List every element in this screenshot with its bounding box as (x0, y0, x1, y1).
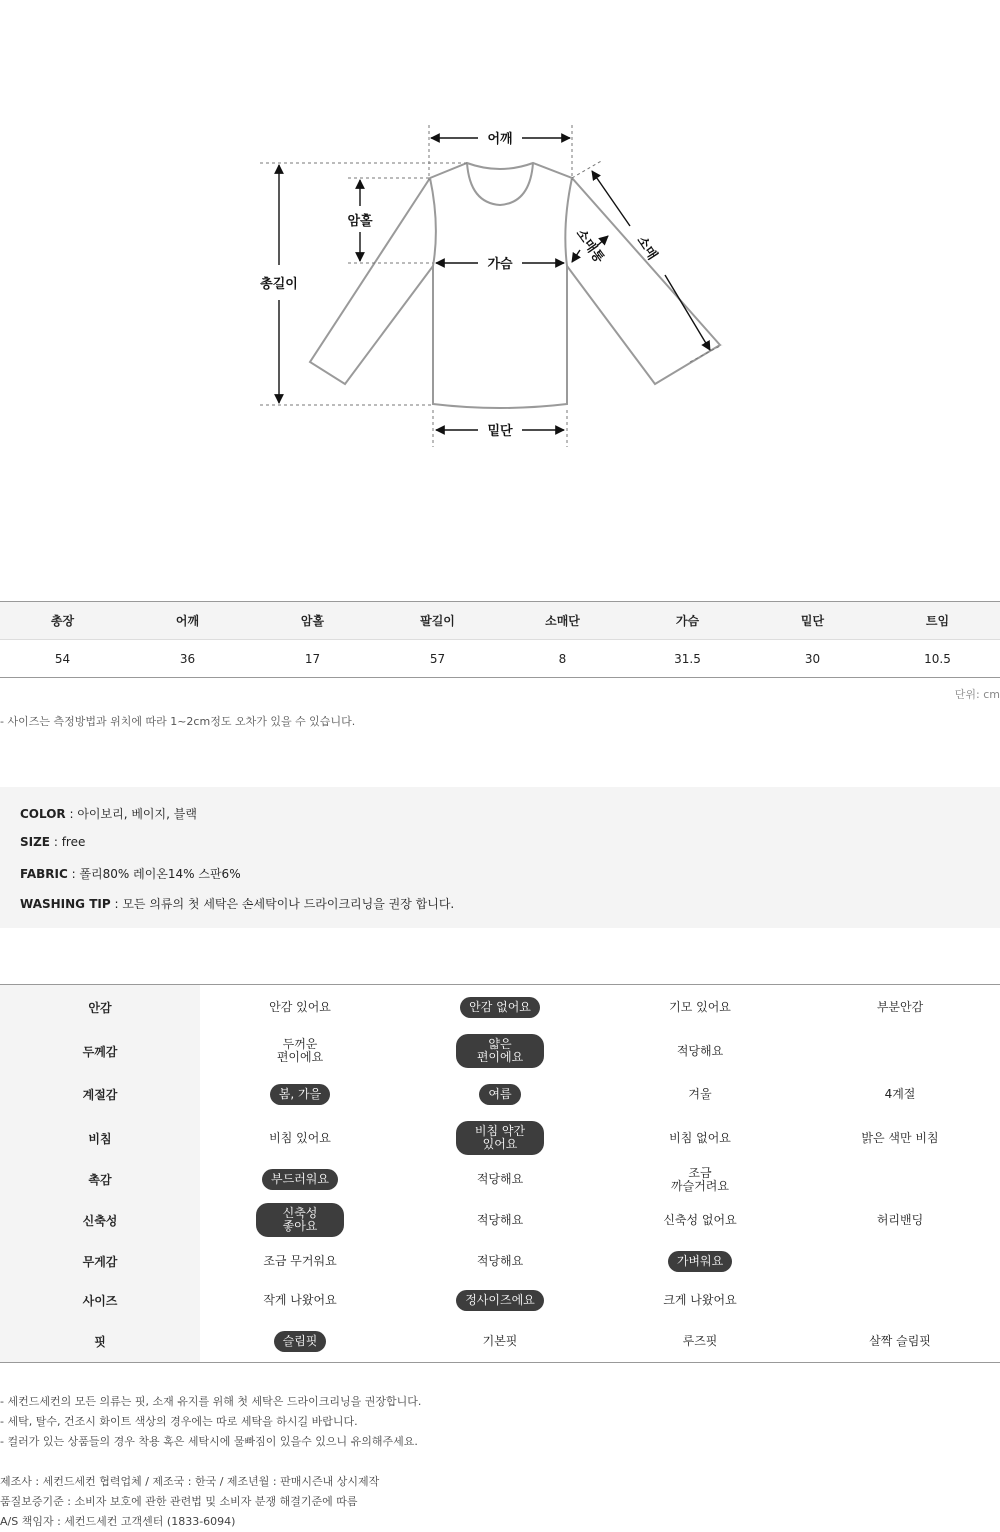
attribute-option-cell (400, 1029, 600, 1073)
attribute-label: 안감 (88, 1000, 112, 1015)
attribute-option-cell (200, 1281, 400, 1320)
attribute-option-cell (800, 1116, 1000, 1160)
attribute-label: 무게감 (82, 1254, 118, 1269)
attribute-option: 적당해요 (476, 1172, 524, 1186)
attribute-table (0, 984, 1000, 1363)
header-armhole: 암홀 (300, 614, 325, 628)
attribute-option: 두꺼운 편이에요 (276, 1037, 324, 1064)
attribute-option-cell (200, 985, 400, 1029)
manufacturer-info (0, 1472, 379, 1532)
value-total-length: 54 (54, 651, 71, 666)
info-fabric: FABRIC : 폴리80% 레이온14% 스판6% (20, 867, 241, 881)
attribute-option-cell (600, 1320, 800, 1362)
attribute-option-cell (600, 1160, 800, 1199)
care-note: - 세컨드세컨의 모든 의류는 핏, 소재 유지를 위해 첫 세탁은 드라이크리닝을 권장합니다. (0, 1395, 422, 1408)
attribute-option-cell (800, 1073, 1000, 1116)
attribute-option-cell (200, 1073, 400, 1116)
sweater-outline (310, 163, 720, 408)
attribute-option-selected: 정사이즈에요 (456, 1290, 544, 1311)
attribute-option-cell (800, 985, 1000, 1029)
attribute-option-cell (800, 1199, 1000, 1241)
attribute-option-cell (400, 1116, 600, 1160)
attribute-label: 계절감 (82, 1088, 118, 1102)
attribute-option-cell (600, 1116, 800, 1160)
attribute-option-selected: 가벼워요 (668, 1251, 732, 1272)
attribute-option-selected: 부드러워요 (262, 1169, 338, 1190)
attribute-option-cell (600, 1281, 800, 1320)
attribute-row (0, 1073, 1000, 1116)
attribute-option-cell (200, 1116, 400, 1160)
attribute-option: 크게 나왔어요 (663, 1293, 737, 1307)
attribute-option: 비침 있어요 (269, 1130, 331, 1145)
garment-measurement-diagram (0, 0, 1000, 560)
attribute-option-cell (400, 1160, 600, 1199)
header-chest: 가슴 (675, 614, 700, 628)
attribute-option-selected: 여름 (479, 1084, 520, 1105)
attribute-option-cell (600, 985, 800, 1029)
label-hem: 밑단 (487, 424, 513, 439)
attribute-option-cell (200, 1320, 400, 1362)
attribute-option-cell (400, 1073, 600, 1116)
attribute-option-cell (800, 1160, 1000, 1199)
attribute-label: 비침 (88, 1131, 112, 1146)
attribute-option: 기본핏 (482, 1333, 518, 1348)
header-shoulder: 어깨 (175, 614, 200, 628)
attribute-option: 4계절 (884, 1087, 916, 1101)
label-armhole: 암홀 (347, 214, 373, 229)
attribute-option-cell (400, 1241, 600, 1281)
header-slit: 트임 (925, 614, 950, 628)
attribute-option-cell (800, 1241, 1000, 1281)
attribute-option: 비침 없어요 (669, 1130, 731, 1145)
label-sleeve-opening: 소매통 (572, 226, 607, 267)
attribute-label: 핏 (94, 1334, 106, 1349)
value-shoulder: 36 (179, 651, 196, 666)
label-shoulder: 어깨 (487, 132, 513, 147)
size-note: - 사이즈는 측정방법과 위치에 따라 1~2cm정도 오차가 있을 수 있습니다. (0, 715, 356, 728)
attribute-option-cell (600, 1241, 800, 1281)
label-sleeve: 소매 (633, 233, 660, 263)
attribute-label: 신축성 (82, 1213, 118, 1228)
attribute-row (0, 1116, 1000, 1160)
attribute-option-cell (200, 1199, 400, 1241)
as-line: A/S 책임자 : 세컨드세컨 고객센터 (1833-6094) (0, 1515, 236, 1528)
care-notes (0, 1392, 421, 1452)
attribute-option: 밝은 색만 비침 (861, 1130, 939, 1145)
attribute-option-selected: 신축성 좋아요 (256, 1203, 344, 1237)
size-table-header (0, 602, 1000, 639)
label-total-length: 총길이 (260, 277, 298, 292)
attribute-row (0, 985, 1000, 1029)
attribute-option-cell (200, 1160, 400, 1199)
attribute-row (0, 1320, 1000, 1362)
attribute-option: 살짝 슬림핏 (869, 1333, 931, 1348)
attribute-option-selected: 안감 없어요 (460, 997, 540, 1018)
attribute-option: 신축성 없어요 (663, 1212, 737, 1227)
attribute-option-cell (200, 1241, 400, 1281)
info-washing-tip: WASHING TIP : 모든 의류의 첫 세탁은 손세탁이나 드라이크리닝을 권장 합니다. (20, 897, 455, 911)
attribute-option-cell (400, 1281, 600, 1320)
attribute-option-cell (800, 1320, 1000, 1362)
attribute-option-cell (600, 1029, 800, 1073)
attribute-row (0, 1281, 1000, 1320)
value-sleeve-end: 8 (558, 651, 567, 666)
info-size: SIZE : free (20, 835, 86, 849)
size-table (0, 601, 1000, 678)
attribute-label: 사이즈 (82, 1294, 118, 1308)
attribute-option: 적당해요 (676, 1043, 724, 1058)
attribute-option: 적당해요 (476, 1253, 524, 1268)
attribute-option-cell (800, 1029, 1000, 1073)
attribute-option: 작게 나왔어요 (263, 1293, 337, 1307)
attribute-label: 촉감 (88, 1173, 112, 1187)
attribute-option: 부분안감 (876, 999, 924, 1014)
value-arm-length: 57 (429, 651, 446, 666)
attribute-option-cell (200, 1029, 400, 1073)
attribute-option: 조금 까슬거려요 (671, 1165, 729, 1193)
attribute-option-cell (800, 1281, 1000, 1320)
info-color: COLOR : 아이보리, 베이지, 블랙 (20, 807, 197, 821)
size-table-row (0, 639, 1000, 677)
attribute-option-cell (400, 1199, 600, 1241)
attribute-option: 기모 있어요 (669, 999, 731, 1014)
unit-label: 단위: cm (954, 688, 1000, 701)
attribute-row (0, 1241, 1000, 1281)
attribute-option: 안감 있어요 (269, 999, 331, 1014)
value-armhole: 17 (304, 651, 321, 666)
attribute-label: 두께감 (82, 1044, 118, 1059)
attribute-row (0, 1199, 1000, 1241)
attribute-option-selected: 얇은 편이에요 (456, 1034, 544, 1068)
label-chest: 가슴 (487, 257, 513, 272)
attribute-option-selected: 슬림핏 (274, 1331, 327, 1352)
attribute-row (0, 1160, 1000, 1199)
attribute-row (0, 1029, 1000, 1073)
manufacturer-line: 제조사 : 세컨드세컨 협력업체 / 제조국 : 한국 / 제조년월 : 판매시즌내 상시제작 (0, 1475, 380, 1488)
attribute-option-cell (400, 1320, 600, 1362)
header-arm-length: 팔길이 (420, 614, 455, 628)
care-note: - 컬러가 있는 상품들의 경우 착용 혹은 세탁시에 물빠짐이 있을수 있으니 유의해주세요. (0, 1435, 418, 1448)
header-hem: 밑단 (800, 614, 825, 628)
value-chest: 31.5 (674, 651, 701, 666)
attribute-option-selected: 비침 약간 있어요 (456, 1121, 544, 1155)
attribute-option-cell (400, 985, 600, 1029)
attribute-option-selected: 봄, 가을 (270, 1084, 330, 1105)
attribute-option-cell (600, 1199, 800, 1241)
header-sleeve-end: 소매단 (545, 614, 580, 628)
value-slit: 10.5 (924, 651, 951, 666)
care-note: - 세탁, 탈수, 건조시 화이트 색상의 경우에는 따로 세탁을 하시길 바랍니다. (0, 1415, 358, 1428)
attribute-option: 적당해요 (476, 1212, 524, 1227)
product-info-box (0, 787, 1000, 928)
value-hem: 30 (804, 651, 821, 666)
attribute-option-cell (600, 1073, 800, 1116)
attribute-option: 겨울 (688, 1087, 712, 1101)
attribute-option: 루즈핏 (682, 1333, 718, 1348)
attribute-option: 조금 무거워요 (263, 1253, 337, 1268)
header-total-length: 총장 (50, 614, 75, 628)
quality-line: 품질보증기준 : 소비자 보호에 관한 관련법 및 소비자 분쟁 해결기준에 따름 (0, 1495, 358, 1508)
attribute-option: 허리밴딩 (876, 1212, 924, 1227)
